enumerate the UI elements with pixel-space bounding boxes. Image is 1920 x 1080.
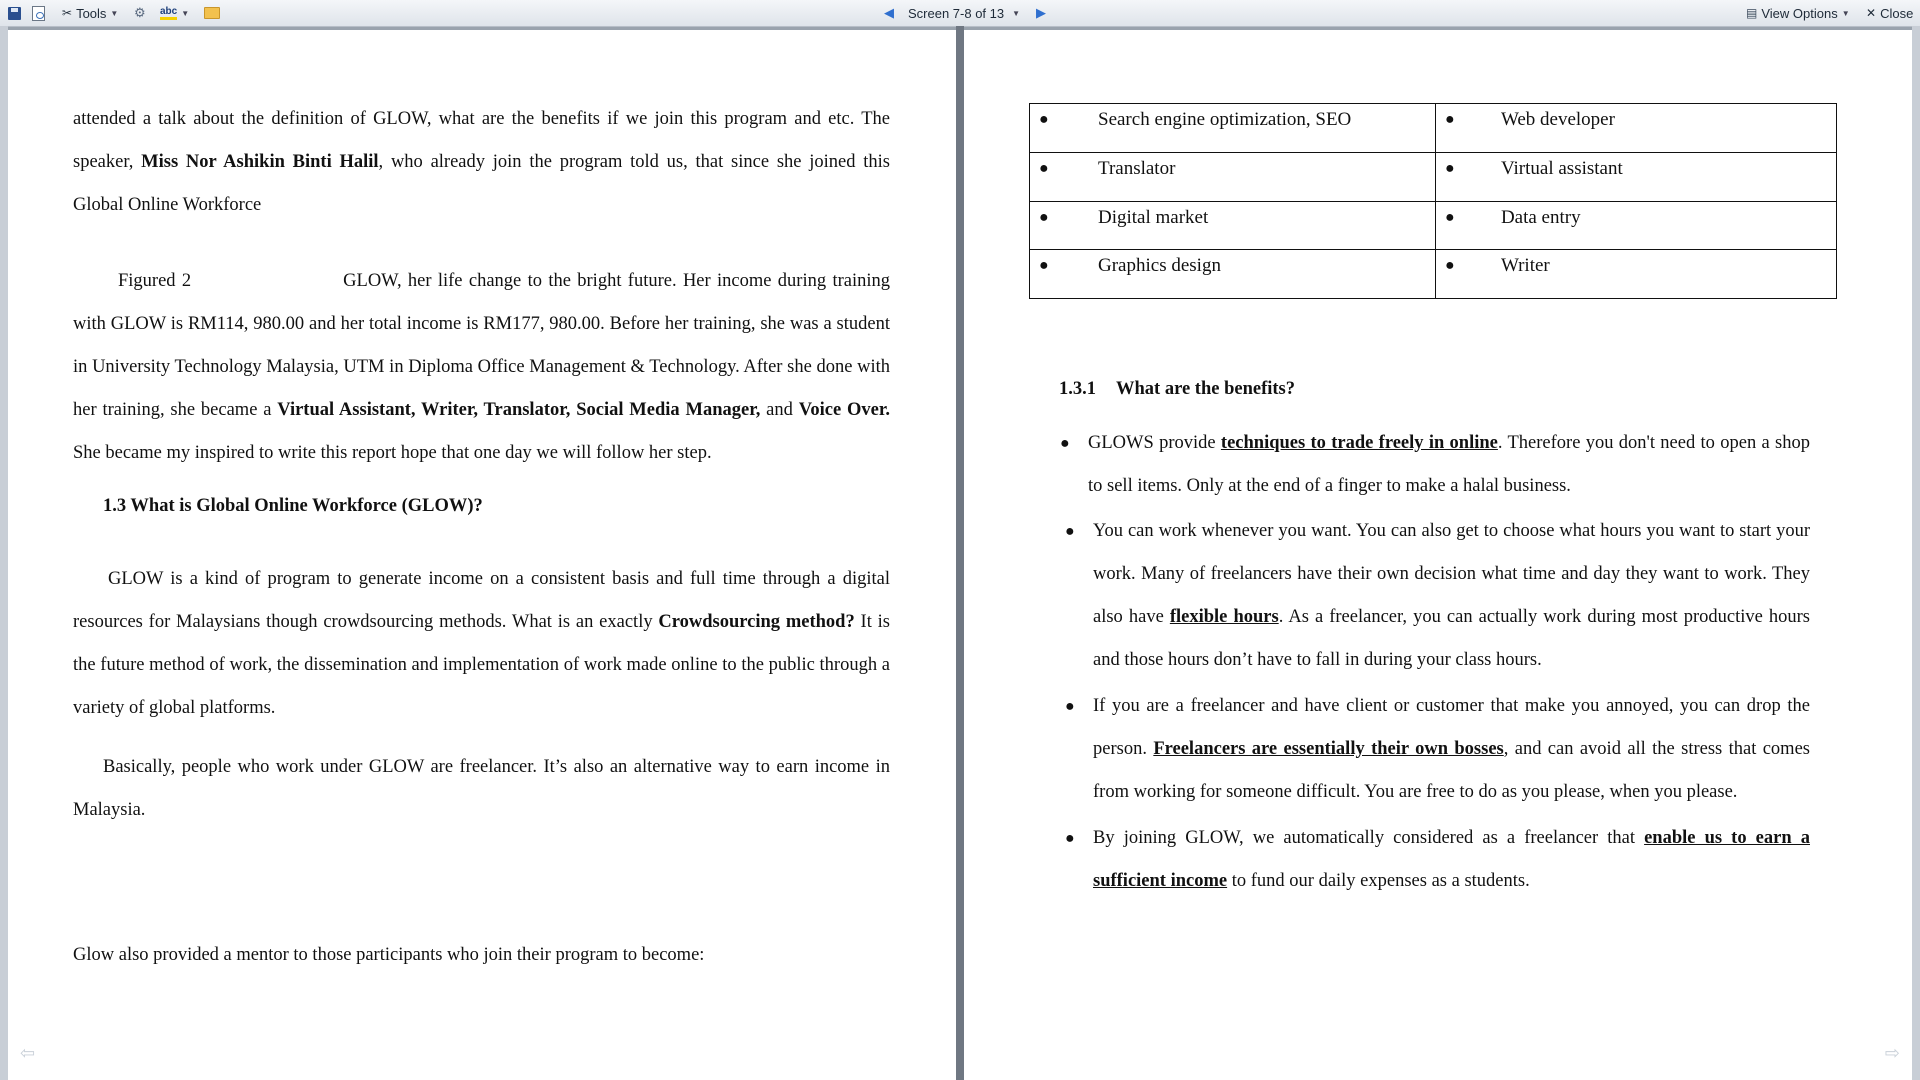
spelling-icon: abc (160, 7, 177, 20)
view-options-label: View Options (1761, 5, 1838, 21)
bullet-icon: ● (1065, 698, 1075, 715)
text: attended a talk about the definition of GLOW, what are the benefits if we join this program and etc. The speaker, (73, 109, 890, 172)
table-cell (1435, 104, 1836, 153)
view-options-menu[interactable] (1746, 0, 1850, 26)
crowdsourcing-term: Crowdsourcing method? (658, 612, 855, 632)
chevron-down-icon: ▼ (181, 8, 190, 18)
emphasis: Freelancers are essentially their own bosses (1153, 739, 1504, 759)
text: GLOW, her life change to the bright future. Her income during training with GLOW is RM114, 980.00 and her total income is RM177, 980.00. Before her training, she was a student in University Technology Malaysia, UTM in Diploma Office Management & Technology. After she done with her training, she became a (73, 271, 890, 420)
bullet-icon: ● (1444, 208, 1455, 226)
save-button[interactable] (8, 0, 21, 26)
emphasis: techniques to trade freely in online (1220, 433, 1498, 453)
heading-number: 1.3.1 (1059, 379, 1096, 399)
text: . Therefore you don't need to open a shop to sell items. Only at the end of a finger to make a halal business. (1088, 433, 1810, 496)
left-margin (0, 26, 8, 1080)
save-icon (8, 7, 21, 20)
reading-toolbar (0, 0, 1920, 27)
table-cell (1030, 104, 1436, 153)
skill-label: Digital market (1098, 206, 1209, 228)
chevron-down-icon[interactable]: ▼ (1012, 8, 1021, 18)
figure-caption: Figured 2 (118, 271, 192, 291)
list-item (1065, 685, 1810, 814)
paragraph-income (73, 260, 890, 475)
text: , and can avoid all the stress that comes from working for someone difficult. You are free to do as you please, when you please. (1093, 739, 1810, 802)
list-item (1060, 422, 1810, 508)
right-page (964, 30, 1912, 1080)
text: GLOW is a kind of program to generate income on a consistent basis and full time through a digital resources for Malaysians though crowdsourcing methods. What is an exactly (73, 569, 890, 632)
emphasis: flexible hours (1169, 607, 1279, 627)
tools-menu[interactable] (62, 0, 118, 26)
paragraph-mentor: Glow also provided a mentor to those participants who join their program to become: (73, 945, 705, 965)
benefits-list (1060, 422, 1810, 508)
benefits-heading (1059, 379, 1295, 400)
bullet-icon: ● (1065, 523, 1075, 540)
research-icon: ⚙ (134, 5, 146, 20)
right-margin (1912, 26, 1920, 1080)
table-row (1030, 250, 1837, 299)
speaker-name: Miss Nor Ashikin Binti Halil (141, 152, 379, 172)
voice-over: Voice Over. (798, 400, 890, 420)
skill-label: Data entry (1500, 206, 1581, 228)
skill-label: Graphics design (1098, 255, 1221, 277)
next-page-arrow-icon[interactable]: ⇨ (1884, 1043, 1900, 1064)
bullet-icon: ● (1065, 830, 1075, 847)
paragraph-talk (73, 98, 890, 227)
table-cell (1435, 201, 1836, 250)
previous-screen-button[interactable]: ◀ (884, 5, 894, 20)
bullet-icon: ● (1039, 257, 1049, 275)
previous-page-arrow-icon[interactable]: ⇦ (20, 1043, 36, 1064)
text: . As a freelancer, you can actually work during most productive hours and those hours don’t have to fall in during your class hours. (1093, 607, 1810, 670)
list-item (1065, 817, 1810, 903)
bullet-icon: ● (1060, 435, 1070, 452)
paragraph-definition (73, 558, 890, 730)
table-cell (1030, 152, 1436, 201)
left-page (8, 30, 956, 1080)
close-button[interactable] (1866, 0, 1913, 26)
text: GLOWS provide (1088, 433, 1221, 453)
bullet-icon: ● (1444, 159, 1455, 177)
paragraph-freelancer (73, 746, 890, 832)
text: You can work whenever you want. You can also get to choose what hours you want to start your work. Many of freelancers have their own decision what time and day they want to work. They also have (1093, 521, 1810, 627)
text: to fund our daily expenses as a students. (1227, 871, 1530, 891)
tools-label: Tools (76, 5, 107, 21)
skill-label: Search engine optimization, SEO (1098, 109, 1352, 130)
print-preview-icon (32, 6, 45, 21)
list-item (1065, 510, 1810, 682)
close-icon: ✕ (1866, 6, 1877, 20)
benefits-list (1065, 510, 1810, 903)
table-cell (1030, 201, 1436, 250)
emphasis: enable us to earn a sufficient income (1093, 828, 1810, 891)
text: It is the future method of work, the dissemination and implementation of work made online to the public through a variety of global platforms. (73, 612, 890, 718)
page-divider (956, 26, 964, 1080)
text: She became my inspired to write this report hope that one day we will follow her step. (73, 443, 712, 463)
bullet-icon: ● (1444, 257, 1455, 275)
bullet-icon: ● (1039, 111, 1049, 128)
comment-button[interactable] (204, 0, 220, 26)
table-cell (1435, 152, 1836, 201)
screen-navigator (884, 0, 1046, 26)
chevron-down-icon: ▼ (110, 8, 119, 18)
table-row (1030, 104, 1837, 153)
print-preview-button[interactable] (32, 0, 45, 26)
heading-text: What are the benefits? (1116, 379, 1295, 399)
skill-label: Translator (1098, 157, 1176, 179)
table-row (1030, 201, 1837, 250)
chevron-down-icon: ▼ (1841, 8, 1850, 18)
bullet-icon: ● (1039, 159, 1049, 177)
highlight-button[interactable] (160, 0, 189, 26)
bullet-icon: ● (1039, 208, 1049, 226)
table-cell (1030, 250, 1436, 299)
text: , who already join the program told us, that since she joined this Global Online Workforce (73, 152, 890, 215)
view-options-icon: ▤ (1746, 6, 1758, 20)
skill-label: Writer (1500, 255, 1550, 277)
next-screen-button[interactable]: ▶ (1036, 5, 1047, 20)
bullet-icon: ● (1444, 111, 1455, 128)
research-button[interactable] (134, 0, 146, 26)
text: and (760, 400, 799, 420)
table-cell (1435, 250, 1836, 299)
skill-label: Virtual assistant (1500, 157, 1623, 179)
folder-icon (204, 7, 220, 19)
roles: Virtual Assistant, Writer, Translator, Social Media Manager, (277, 400, 761, 420)
skills-table (1029, 103, 1837, 299)
section-heading: 1.3 What is Global Online Workforce (GLOW)? (103, 496, 483, 516)
text: By joining GLOW, we automatically considered as a freelancer that (1093, 828, 1645, 848)
text: If you are a freelancer and have client or customer that make you annoyed, you can drop the person. (1093, 696, 1810, 759)
text: Basically, people who work under GLOW are freelancer. It’s also an alternative way to earn income in Malaysia. (73, 757, 890, 820)
table-row (1030, 152, 1837, 201)
skill-label: Web developer (1500, 109, 1615, 130)
close-label: Close (1880, 5, 1914, 21)
tools-icon: ✂ (62, 6, 73, 20)
screen-indicator[interactable]: Screen 7-8 of 13 (908, 5, 1005, 21)
